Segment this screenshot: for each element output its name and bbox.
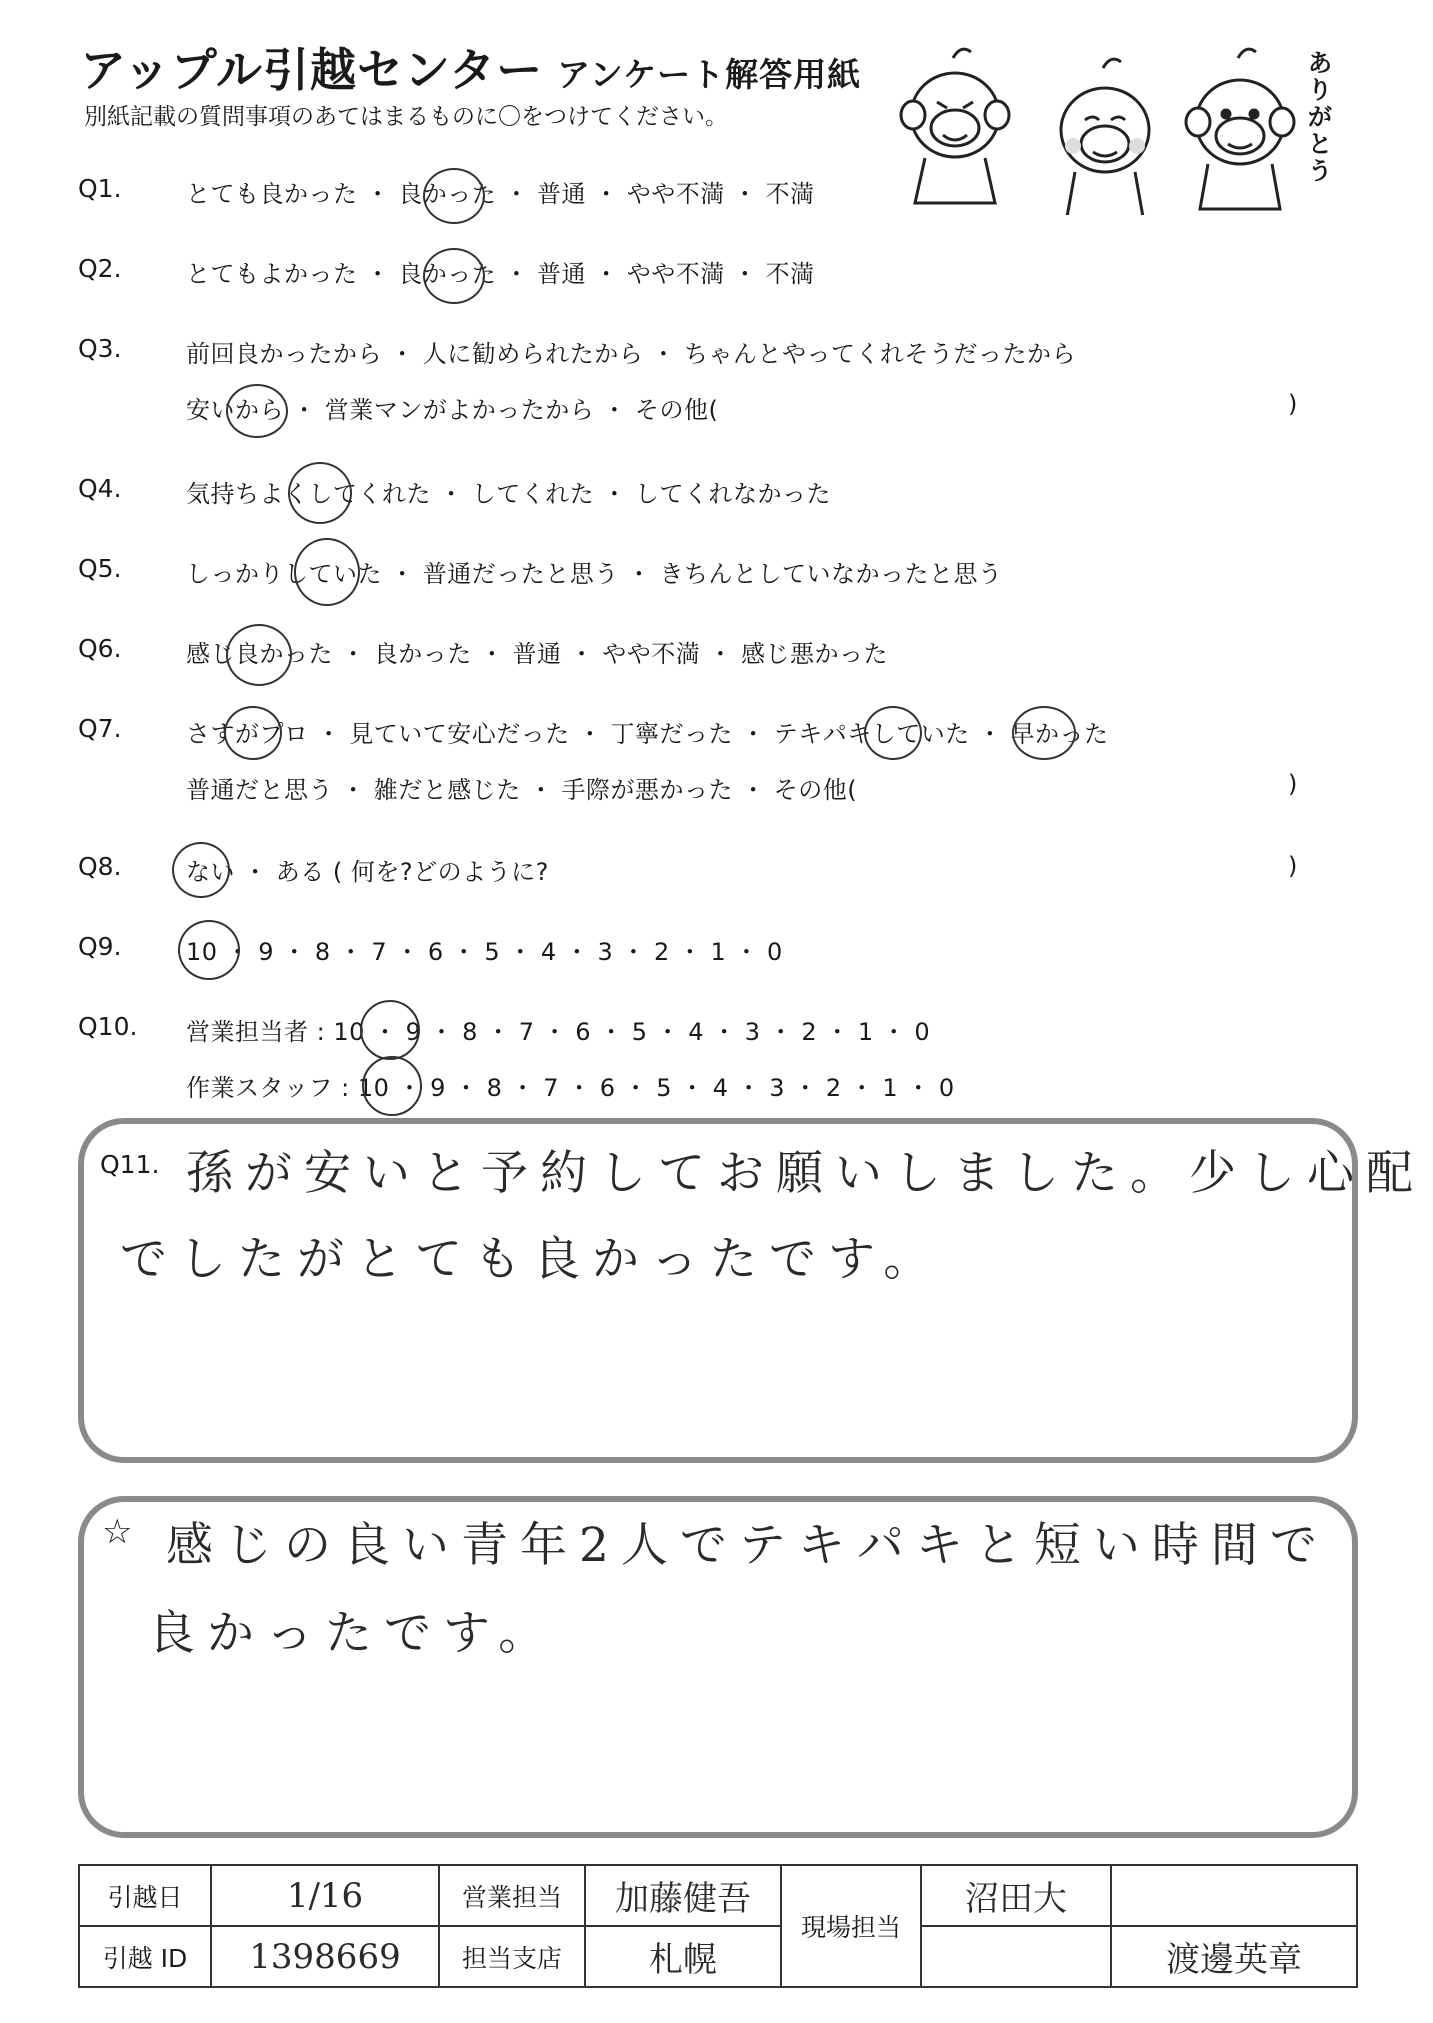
answer-circle-q6 — [226, 624, 292, 686]
q11-handwriting-line2: でしたがとても良かったです。 — [120, 1232, 943, 1287]
site-staff-label: 現場担当 — [781, 1865, 921, 1987]
q4-options: 気持ちよくしてくれた ・ してくれた ・ してくれなかった — [186, 480, 832, 508]
move-id-value: 1398669 — [211, 1926, 439, 1987]
thanks-text: ありがとう — [1308, 49, 1332, 185]
q9-label: Q9. — [78, 932, 122, 961]
q6-label: Q6. — [78, 634, 122, 663]
mascot-illustration — [895, 40, 1340, 215]
q9-scale: 10 ・ 9 ・ 8 ・ 7 ・ 6 ・ 5 ・ 4 ・ 3 ・ 2 ・ 1 ・ 0 — [186, 938, 783, 966]
comment-handwriting-line1: 感じの良い青年2人でテキパキと短い時間で — [166, 1518, 1329, 1573]
sales-rep-label: 営業担当 — [439, 1865, 585, 1926]
q7-options-line2: 普通だと思う ・ 雑だと感じた ・ 手際が悪かった ・ その他( — [186, 776, 858, 804]
instruction-text: 別紙記載の質問事項のあてはまるものに〇をつけてください。 — [84, 104, 728, 130]
answer-circle-q9 — [178, 920, 240, 980]
q11-label: Q11. — [100, 1150, 160, 1179]
answer-circle-q3 — [226, 384, 288, 438]
site-staff-empty-cell — [1111, 1865, 1357, 1926]
move-id-label: 引越 ID — [79, 1926, 211, 1987]
q3-label: Q3. — [78, 334, 122, 363]
move-date-value: 1/16 — [211, 1865, 439, 1926]
q5-options: しっかりしていた ・ 普通だったと思う ・ きちんとしていなかったと思う — [186, 560, 1003, 588]
q5-label: Q5. — [78, 554, 122, 583]
q7-close-paren: ) — [1288, 770, 1298, 798]
sales-rep-value: 加藤健吾 — [585, 1865, 781, 1926]
site-staff-empty-cell-2 — [921, 1926, 1111, 1987]
answer-circle-q7-a — [224, 706, 282, 760]
branch-label: 担当支店 — [439, 1926, 585, 1987]
answer-circle-q4 — [288, 462, 352, 524]
comment-handwriting-line2: 良かったです。 — [148, 1606, 558, 1661]
answer-circle-q8 — [172, 842, 230, 898]
monkey-mascot-2 — [1061, 59, 1149, 215]
q8-close-paren: ) — [1288, 852, 1298, 880]
q4-label: Q4. — [78, 474, 122, 503]
monkey-mascot-1 — [901, 49, 1009, 203]
q10-staff-scale: 作業スタッフ : 10 ・ 9 ・ 8 ・ 7 ・ 6 ・ 5 ・ 4 ・ 3 ・ 2 ・ 1 ・ 0 — [186, 1074, 955, 1102]
q7-label: Q7. — [78, 714, 122, 743]
q3-close-paren: ) — [1288, 390, 1298, 418]
move-date-label: 引越日 — [79, 1865, 211, 1926]
q8-options: ない ・ ある ( 何を?どのように? — [186, 858, 549, 886]
q11-handwriting-line1: 孫が安いと予約してお願いしました。少し心配 — [186, 1146, 1425, 1201]
answer-circle-q10-staff — [362, 1056, 422, 1116]
q2-options: とてもよかった ・ 良かった ・ 普通 ・ やや不満 ・ 不満 — [186, 260, 815, 288]
q6-options: 感じ良かった ・ 良かった ・ 普通 ・ やや不満 ・ 感じ悪かった — [186, 640, 889, 668]
site-staff-value-1: 沼田大 — [921, 1865, 1111, 1926]
branch-value: 札幌 — [585, 1926, 781, 1987]
q1-options: とても良かった ・ 良かった ・ 普通 ・ やや不満 ・ 不満 — [186, 180, 815, 208]
q1-label: Q1. — [78, 174, 122, 203]
form-subtitle: アンケート解答用紙 — [557, 55, 862, 94]
answer-circle-q1 — [423, 168, 485, 224]
q10-sales-scale: 営業担当者 : 10 ・ 9 ・ 8 ・ 7 ・ 6 ・ 5 ・ 4 ・ 3 ・ 2 ・ 1 ・ 0 — [186, 1018, 931, 1046]
move-info-table — [78, 1864, 1358, 1988]
answer-circle-q2 — [423, 248, 485, 304]
answer-circle-q5 — [294, 538, 360, 606]
site-staff-value-2: 渡邊英章 — [1111, 1926, 1357, 1987]
answer-circle-q7-c — [1012, 706, 1076, 760]
q10-label: Q10. — [78, 1012, 138, 1041]
company-name: アップル引越センター — [80, 43, 544, 97]
q3-options-line2: 安いから ・ 営業マンがよかったから ・ その他( — [186, 396, 719, 424]
q7-options-line1: さすがプロ ・ 見ていて安心だった ・ 丁寧だった ・ テキパキしていた ・ 早かった — [186, 720, 1109, 748]
form-title — [80, 34, 861, 100]
q2-label: Q2. — [78, 254, 122, 283]
answer-circle-q7-b — [864, 706, 922, 760]
star-mark: ☆ — [102, 1512, 133, 1552]
q8-label: Q8. — [78, 852, 122, 881]
q3-options-line1: 前回良かったから ・ 人に勧められたから ・ ちゃんとやってくれそうだったから — [186, 340, 1077, 368]
monkey-mascot-3 — [1186, 49, 1294, 209]
answer-circle-q10-sales — [360, 1000, 420, 1060]
